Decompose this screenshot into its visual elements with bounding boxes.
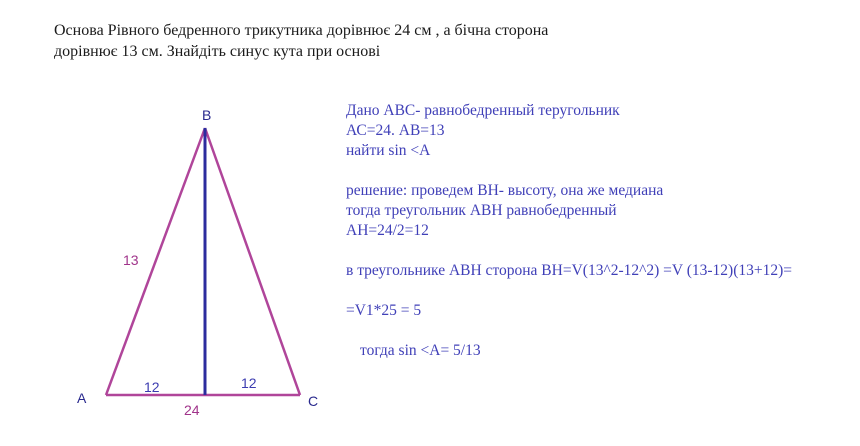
spacer bbox=[346, 161, 851, 181]
solution-step-4: в треугольнике АВН сторона ВН=V(13^2-12^2) =V (13-12)(13+12)= bbox=[346, 262, 793, 279]
problem-line-1: Основа Рівного бедренного трикутника дорівнює 24 см , а бічна сторона bbox=[54, 22, 549, 39]
side-ab bbox=[106, 128, 205, 395]
find-line: найти sin <A bbox=[346, 142, 431, 159]
solution-step-1: решение: проведем ВН- высоту, она же медиана bbox=[346, 182, 664, 199]
side-bc bbox=[205, 128, 300, 395]
vertex-b-label: B bbox=[202, 107, 212, 123]
vertex-c-label: C bbox=[308, 393, 319, 409]
spacer bbox=[346, 281, 851, 301]
solution-step-3: АН=24/2=12 bbox=[346, 222, 429, 239]
side-ab-length-label: 13 bbox=[123, 252, 139, 268]
spacer bbox=[346, 321, 851, 341]
spacer bbox=[346, 241, 851, 261]
right-half-base-label: 12 bbox=[241, 375, 257, 391]
problem-line-2: дорівнює 13 см. Знайдіть синус кута при основі bbox=[54, 43, 381, 60]
given-line: Дано АВС- равнобедренный теругольник bbox=[346, 102, 620, 119]
solution-step-2: тогда треугольник АВН равнобедренный bbox=[346, 202, 617, 219]
given-values-line: АС=24. АВ=13 bbox=[346, 122, 445, 139]
solution-notes bbox=[346, 101, 851, 361]
vertex-a-label: A bbox=[77, 390, 87, 406]
base-length-label: 24 bbox=[184, 402, 200, 418]
answer-line: тогда sin <A= 5/13 bbox=[360, 342, 481, 359]
solution-step-5: =V1*25 = 5 bbox=[346, 302, 422, 319]
left-half-base-label: 12 bbox=[144, 379, 160, 395]
